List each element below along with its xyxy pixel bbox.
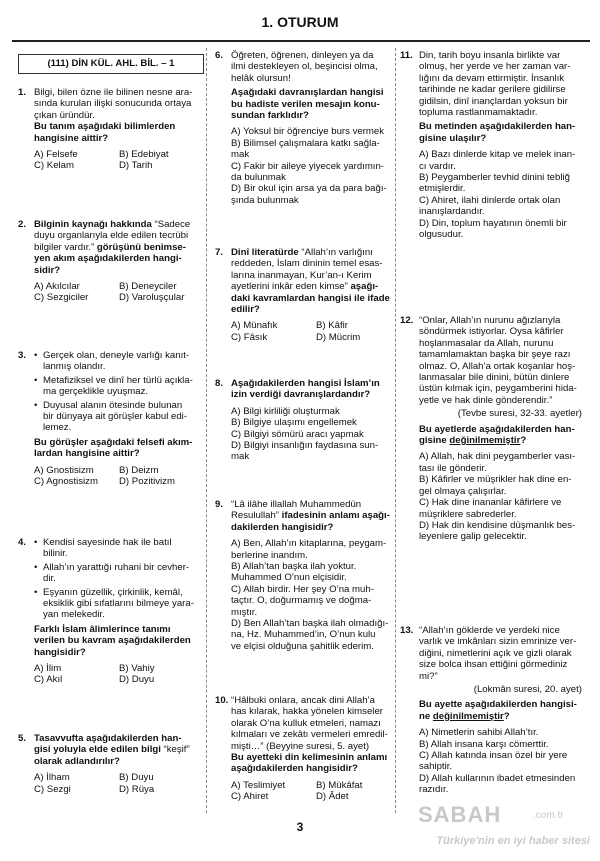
options	[419, 149, 582, 240]
option-c[interactable]: C) Bilgiyi sömürü aracı yapmak	[231, 428, 364, 440]
option-c[interactable]: C) Akıl	[34, 674, 63, 686]
question-ask: Bu ayette aşağıdakilerden hangisi- ne değinilmemiştir?	[419, 699, 577, 722]
verse-source: (Lokmân suresi, 20. ayet)	[473, 684, 582, 696]
option-a[interactable]: A) Gnostisizm	[34, 464, 94, 476]
option-d[interactable]: D) Allah kullarının ibadet etmesinden razıdır.	[419, 772, 576, 796]
question-lead: Dinî literatürde	[231, 247, 299, 258]
question-text: “Allah’ın göklerde ve yerdeki nice varlık ve imkânları sizin emrinize ver- diğini, nimetlerini açık ve gizli olarak size bolca ihsan ettiğini görmediniz mi?”	[419, 625, 577, 682]
option-a[interactable]: A) Yoksul bir öğrenciye burs vermek	[231, 126, 385, 138]
question-text	[34, 219, 200, 276]
question-number: 12.	[400, 315, 414, 326]
option-c[interactable]: C) Ahiret	[231, 791, 269, 803]
question-number: 11.	[400, 50, 413, 61]
question-13	[400, 625, 582, 796]
question-number: 3.	[18, 350, 27, 361]
question-text: “Onlar, Allah’ın nurunu ağızlarıyla söndürmek istiyorlar. Oysa kâfirler hoşlanmasalar da Allah, nurunu tamamlamaktan başka bir şeye razı olmaz. O, Allah’a ortak koşanlar hoş- lanmasalar bile dinini, bütün dinlere üstün kılmak için, peygamberini hida- yetle ve hak dinle gönderendir.”	[419, 315, 577, 406]
question-number: 10.	[215, 695, 229, 706]
options	[34, 149, 200, 172]
question-ask: Bu görüşler aşağıdaki felsefi akım- lardan hangisine aittir?	[34, 436, 193, 460]
question-5	[18, 733, 200, 795]
option-d[interactable]: D) Ben Allah’tan başka ilah olmadığı- na, Hz. Muhammed’in, O’nun kulu ve elçisi olduğuna şahitlik ederim.	[231, 618, 389, 652]
watermark-logo-text: SABAH	[418, 802, 502, 827]
option-a[interactable]: A) Bilgi kirliliği oluşturmak	[231, 405, 340, 417]
option-a[interactable]: A) Felsefe	[34, 149, 78, 161]
question-number: 4.	[18, 537, 27, 548]
option-c[interactable]: C) Sezgiciler	[34, 292, 89, 304]
question-number: 6.	[215, 50, 224, 61]
option-b[interactable]: B) Edebiyat	[119, 149, 169, 161]
options	[34, 465, 200, 488]
verse-source: (Tevbe suresi, 32-33. ayetler)	[457, 408, 582, 420]
options	[231, 320, 397, 343]
option-b[interactable]: B) Vahiy	[119, 663, 155, 675]
question-ask: görüşünü benimse- yen akım aşağıdakilerden hangi- sidir?	[34, 241, 186, 276]
option-c[interactable]: C) Fâsık	[231, 331, 268, 343]
question-quote: “Allah’ın varlığını reddeden, İslam dininin temel esas- larına inanmayan, Kur’an-ı Kerim ayetlerini inkâr eden kimse”	[231, 247, 383, 293]
question-ask: aşağı- daki kavramlardan hangisi ile ifade edilir?	[231, 281, 390, 316]
premise-list	[34, 350, 200, 434]
options	[419, 727, 582, 795]
section-header: (111) DİN KÜL. AHL. BİL. – 1	[18, 54, 204, 74]
option-a[interactable]: A) Allah, hak dini peygamberler vası- tası ile gönderir.	[419, 451, 576, 474]
question-7	[215, 247, 397, 343]
question-text	[231, 247, 397, 315]
option-b[interactable]: B) Mükâfat	[316, 779, 363, 791]
question-ask: Bu ayetteki din kelimesinin anlamı aşağıdakilerden hangisidir?	[231, 752, 388, 775]
option-b[interactable]: B) Allah’tan başka ilah yoktur. Muhammed O’nun elçisidir.	[231, 561, 357, 584]
options	[231, 126, 397, 206]
question-number: 2.	[18, 219, 27, 230]
question-ask: ifadesinin anlamı aşağı- dakilerden hangisidir?	[231, 510, 390, 533]
option-b[interactable]: B) Kâfirler ve müşrikler hak dine en- gel olmaya çalışırlar.	[419, 474, 572, 497]
question-ask-end: olarak adlandırılır?	[34, 755, 120, 767]
premise-item: • Kendisi sayesinde hak ile batıl bilinir.	[34, 537, 200, 560]
option-b[interactable]: B) Kâfir	[316, 320, 348, 332]
option-b[interactable]: B) Deizm	[119, 464, 159, 476]
negation-underline: değinilmemiştir	[432, 710, 504, 722]
premise-item: • Allah’ın yarattığı ruhani bir cevher- dir.	[34, 562, 200, 585]
premise-item: • Metafiziksel ve dinî her türlü açıkla- ma gerçeklikle uyuşmaz.	[34, 375, 200, 398]
option-a[interactable]: A) İlham	[34, 772, 70, 784]
question-text	[231, 499, 397, 533]
question-2	[18, 219, 200, 304]
option-d[interactable]: D) Duyu	[119, 674, 155, 686]
question-term: “keşif”	[160, 744, 190, 756]
option-b[interactable]: B) Duyu	[119, 772, 154, 784]
premise-item: • Eşyanın güzellik, çirkinlik, kemâl, eksiklik gibi sıfatlarını bilmeye yara- yan melekedir.	[34, 587, 200, 621]
options	[231, 780, 397, 803]
question-6	[215, 50, 397, 206]
options	[34, 281, 200, 304]
option-a[interactable]: A) Nimetlerin sahibi Allah’tır.	[419, 727, 539, 739]
watermark-domain: .com.tr	[533, 810, 564, 821]
title-divider	[12, 40, 590, 42]
premise-list	[34, 537, 200, 621]
option-b[interactable]: B) Allah insana karşı cömerttir.	[419, 738, 549, 750]
option-c[interactable]: C) Kelam	[34, 160, 74, 172]
option-d[interactable]: D) Varoluşçular	[119, 292, 185, 304]
question-text: Öğreten, öğrenen, dinleyen ya da ilmi destekleyen ol, beşincisi olma, helâk olursun!	[231, 50, 378, 84]
question-11	[400, 50, 582, 241]
option-a[interactable]: A) İlim	[34, 663, 62, 675]
option-d[interactable]: D) Pozitivizm	[119, 476, 175, 488]
option-d[interactable]: D) Bilgiyi insanlığın faydasına sun- mak	[231, 440, 379, 463]
premise-item: • Gerçek olan, deneyle varlığı kanıt- lanmış olandır.	[34, 350, 200, 373]
option-d[interactable]: D) Hak din kendisine düşmanlık bes- leyenlere galip gelecektir.	[419, 519, 576, 543]
question-number: 7.	[215, 247, 224, 258]
option-d[interactable]: D) Mücrim	[316, 331, 361, 343]
question-ask: Bu ayetlerde aşağıdakilerden han- gisine değinilmemiştir?	[419, 423, 575, 447]
options	[231, 406, 397, 463]
option-d[interactable]: D) Rüya	[119, 783, 155, 795]
options	[419, 451, 582, 542]
option-d[interactable]: D) Âdet	[316, 791, 349, 803]
question-10	[215, 695, 397, 803]
option-c[interactable]: C) Hak dine inananlar kâfirlere ve müşriklere sabrederler.	[419, 497, 562, 520]
question-ask: Aşağıdakilerden hangisi İslam’ın izin verdiği davranışlardandır?	[231, 378, 380, 401]
options	[231, 538, 397, 652]
option-a[interactable]: A) Teslimiyet	[231, 779, 286, 791]
question-number: 9.	[215, 499, 224, 510]
question-ask: Bu tanım aşağıdaki bilimlerden hangisine aittir?	[34, 121, 176, 144]
question-1	[18, 87, 200, 172]
options	[34, 663, 200, 686]
option-a[interactable]: A) Ben, Allah’ın kitaplarına, peygam- berlerine inandım.	[231, 538, 387, 561]
option-c[interactable]: C) Sezgi	[34, 783, 71, 795]
question-3	[18, 350, 200, 487]
question-quote: “Lâ ilâhe illallah Muhammedün Resulullah”	[231, 499, 362, 522]
question-ask: Aşağıdaki davranışlardan hangisi bu hadiste verilen mesajın konu- sundan farklıdır?	[231, 87, 384, 122]
question-text	[34, 733, 200, 767]
premise-item: • Duyusal alanın ötesinde bulunan bir dünyaya ait görüşler kabul edi- lemez.	[34, 400, 200, 434]
question-number: 5.	[18, 733, 27, 744]
option-a[interactable]: A) Akılcılar	[34, 281, 80, 293]
question-quote: “Sadece duyu organlarıyla elde edilen tecrübi bilgiler vardır.”	[34, 219, 191, 253]
option-b[interactable]: B) Peygamberler tevhid dinini tebliğ etmişlerdir.	[419, 172, 570, 195]
watermark-tagline: Türkiye'nin en iyi haber sitesi	[436, 835, 590, 847]
option-c[interactable]: C) Ahiret, ilahi dinlerde ortak olan inanışlardandır.	[419, 194, 561, 218]
option-a[interactable]: A) Bazı dinlerde kitap ve melek inan- cı vardır.	[419, 149, 576, 172]
question-ask: Farklı İslam âlimlerince tanımı verilen bu kavram aşağıdakilerden hangisidir?	[34, 623, 191, 658]
negation-underline: değinilmemiştir	[449, 435, 521, 447]
question-4	[18, 537, 200, 686]
option-b[interactable]: B) Bilgiye ulaşımı engellemek	[231, 417, 357, 429]
option-b[interactable]: B) Deneyciler	[119, 281, 177, 293]
page-number: 3	[296, 820, 304, 834]
option-a[interactable]: A) Münafık	[231, 320, 278, 332]
option-d[interactable]: D) Tarih	[119, 160, 153, 172]
question-number: 13.	[400, 625, 414, 636]
question-lead: Bilginin kaynağı hakkında	[34, 219, 152, 230]
option-c[interactable]: C) Fakir bir aileye yiyecek yardımın- da bulunmak	[231, 160, 385, 184]
question-ask: Bu metinden aşağıdakilerden han- gisine ulaşılır?	[419, 121, 576, 144]
question-text: Din, tarih boyu insanla birlikte var olmuş, her yerde ve her zaman var- lığını da devam ettirmiştir. İnsanlık tarihinde ne kadar gerilere gidilirse gidilsin, dinî inançlardan yoksun bir topluma rastlanmamaktadır.	[419, 50, 571, 119]
question-text: Bilgi, bilen özne ile bilinen nesne ara- sında kurulan ilişki sonucunda ortaya çıkan üründür.	[34, 87, 193, 121]
question-ask: Tasavvufta aşağıdakilerden han- gisi yoluyla elde edilen bilgi	[34, 733, 182, 756]
question-number: 1.	[18, 87, 27, 98]
question-8	[215, 378, 397, 463]
options	[34, 772, 200, 795]
option-c[interactable]: C) Allah birdir. Her şey O’na muh- taçtır. O, doğurmamış ve doğma- mıştır.	[231, 583, 374, 618]
column-divider-1	[206, 48, 207, 813]
option-d[interactable]: D) Din, toplum hayatının önemli bir olgusudur.	[419, 217, 567, 241]
question-text: “Hâlbuki onlara, ancak dini Allah’a has kılarak, hakka yönelen kimseler olarak O’na kulluk etmeleri, namazı kılmaları ve zekâtı vermeleri emredil- mişti…” (Beyyine suresi, 5. ayet)	[231, 695, 388, 752]
option-b[interactable]: B) Bilimsel çalışmalara katkı sağla- mak	[231, 137, 380, 161]
question-12	[400, 315, 582, 543]
option-d[interactable]: D) Bir okul için arsa ya da para bağı- şında bulunmak	[231, 183, 387, 206]
question-number: 8.	[215, 378, 224, 389]
option-c[interactable]: C) Agnostisizm	[34, 476, 98, 488]
page-title: 1. OTURUM	[261, 14, 339, 30]
question-9	[215, 499, 397, 652]
option-c[interactable]: C) Allah katında insan özel bir yere sahiptir.	[419, 750, 568, 773]
